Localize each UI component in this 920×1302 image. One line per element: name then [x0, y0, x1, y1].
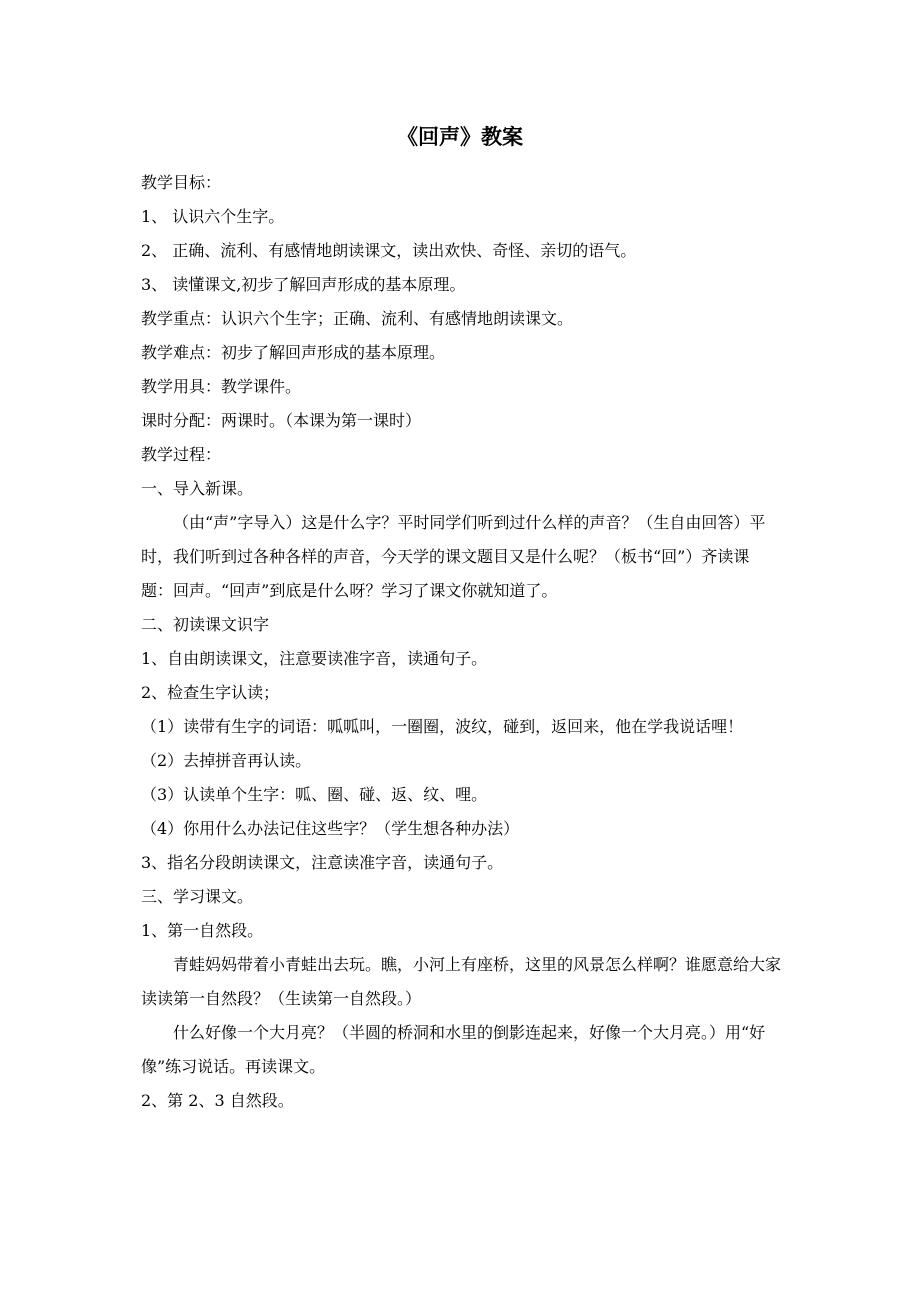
paragraph: 二、初读课文识字: [141, 615, 270, 634]
paragraph: 青蛙妈妈带着小青蛙出去玩。瞧，小河上有座桥，这里的风景怎么样啊？谁愿意给大家读读第一自然段？（生读第一自然段。）: [141, 955, 782, 1008]
paragraph: （2）去掉拼音再认读。: [141, 751, 312, 770]
document-title: 《回声》教案: [397, 125, 523, 149]
paragraph: 1、第一自然段。: [141, 921, 264, 940]
paragraph: 2、第 2、3 自然段。: [141, 1091, 294, 1110]
paragraph: 课时分配：两课时。（本课为第一课时）: [141, 411, 422, 430]
document-body: [141, 166, 781, 1118]
paragraph: 3、 读懂课文,初步了解回声形成的基本原理。: [141, 275, 466, 294]
paragraph: 一、导入新课。: [141, 479, 254, 498]
paragraph: 教学重点：认识六个生字；正确、流利、有感情地朗读课文。: [141, 309, 574, 328]
paragraph: 2、检查生字认读；: [141, 683, 280, 702]
paragraph: （由“声”字导入）这是什么字？平时同学们听到过什么样的声音？（生自由回答）平时，我们听到过各种各样的声音，今天学的课文题目又是什么呢？（板书“回”）齐读课题：回声。“回声”到底是什么呀？学习了课文你就知道了。: [141, 513, 766, 600]
paragraph: 2、 正确、流利、有感情地朗读课文，读出欢快、奇怪、亲切的语气。: [141, 241, 637, 260]
paragraph: 三、学习课文。: [141, 887, 254, 906]
paragraph: （1）读带有生字的词语：呱呱叫，一圈圈，波纹，碰到，返回来，他在学我说话哩！: [141, 717, 744, 736]
paragraph: 教学难点：初步了解回声形成的基本原理。: [141, 343, 446, 362]
paragraph: 教学用具：教学课件。: [141, 377, 302, 396]
paragraph: 1、自由朗读课文，注意要读准字音，读通句子。: [141, 649, 488, 668]
paragraph: 3、指名分段朗读课文，注意读准字音，读通句子。: [141, 853, 504, 872]
paragraph: （4）你用什么办法记住这些字？（学生想各种办法）: [141, 819, 520, 838]
paragraph: 教学目标：: [141, 173, 222, 192]
paragraph: 教学过程：: [141, 445, 222, 464]
paragraph: 1、 认识六个生字。: [141, 207, 285, 226]
paragraph: 什么好像一个大月亮？（半圆的桥洞和水里的倒影连起来，好像一个大月亮。）用“好像”练习说话。再读课文。: [141, 1023, 766, 1076]
paragraph: （3）认读单个生字：呱、圈、碰、返、纹、哩。: [141, 785, 488, 804]
